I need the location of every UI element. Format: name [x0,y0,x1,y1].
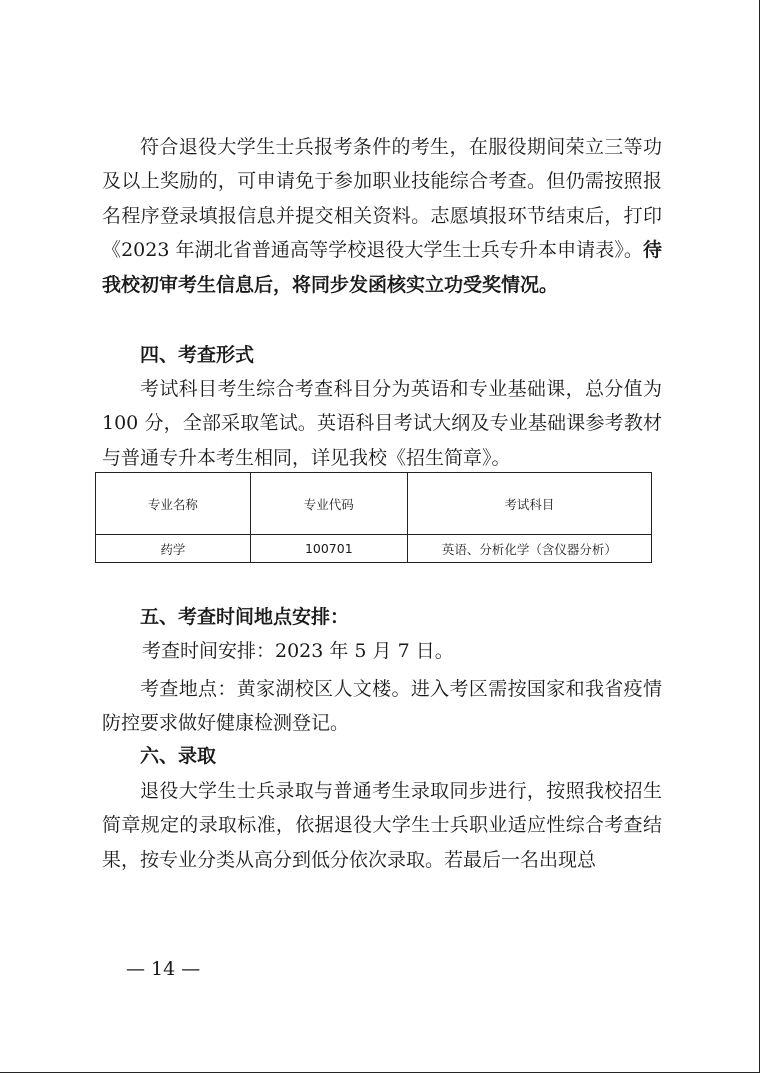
paragraph-honor-exemption-text: 符合退役大学生士兵报考条件的考生，在服役期间荣立三等功及以上奖励的，可申请免于参加职业技能综合考查。但仍需按照报名程序登录填报信息并提交相关资料。志愿填报环节结束后，打印《2023 年湖北省普通高等学校退役大学生士兵专升本申请表》。 [102,136,662,262]
table-header-cell: 专业名称 [96,473,251,535]
section-heading-exam-format: 四、考查形式 [140,344,255,366]
section-heading-time-location: 五、考查时间地点安排： [140,606,350,628]
paragraph-admission: 退役大学生士兵录取与普通考生录取同步进行，按照我校招生简章规定的录取标准，依据退役大学生士兵职业适应性综合考查结果，按专业分类从高分到低分依次录取。若最后一名出现总 [102,780,662,871]
section-heading-admission: 六、录取 [140,745,217,767]
table-cell: 100701 [250,535,407,563]
paragraph-exam-format: 考试科目考生综合考查科目分为英语和专业基础课，总分值为 100 分，全部采取笔试。英语科目考试大纲及专业基础课参考教材与普通专升本考生相同，详见我校《招生简章》。 [102,378,662,469]
table-cell: 药学 [96,535,251,563]
paragraph-exam-location: 考查地点：黄家湖校区人文楼。进入考区需按国家和我省疫情防控要求做好健康检测登记。 [102,678,662,735]
paragraph-honor-exemption [102,130,662,302]
table-header-cell: 考试科目 [407,473,651,535]
paragraph-honor-exemption-bold: 待我校初审考生信息后，将同步发函核实立功受奖情况。 [102,239,662,296]
page-number: — 14 — [126,958,201,980]
table-header-cell: 专业代码 [250,473,407,535]
table-cell: 英语、分析化学（含仪器分析） [407,535,651,563]
exam-time-line: 考查时间安排：2023 年 5 月 7 日。 [142,640,454,662]
subjects-table [95,472,652,563]
table-header-row [96,473,652,535]
table-row [96,535,652,563]
